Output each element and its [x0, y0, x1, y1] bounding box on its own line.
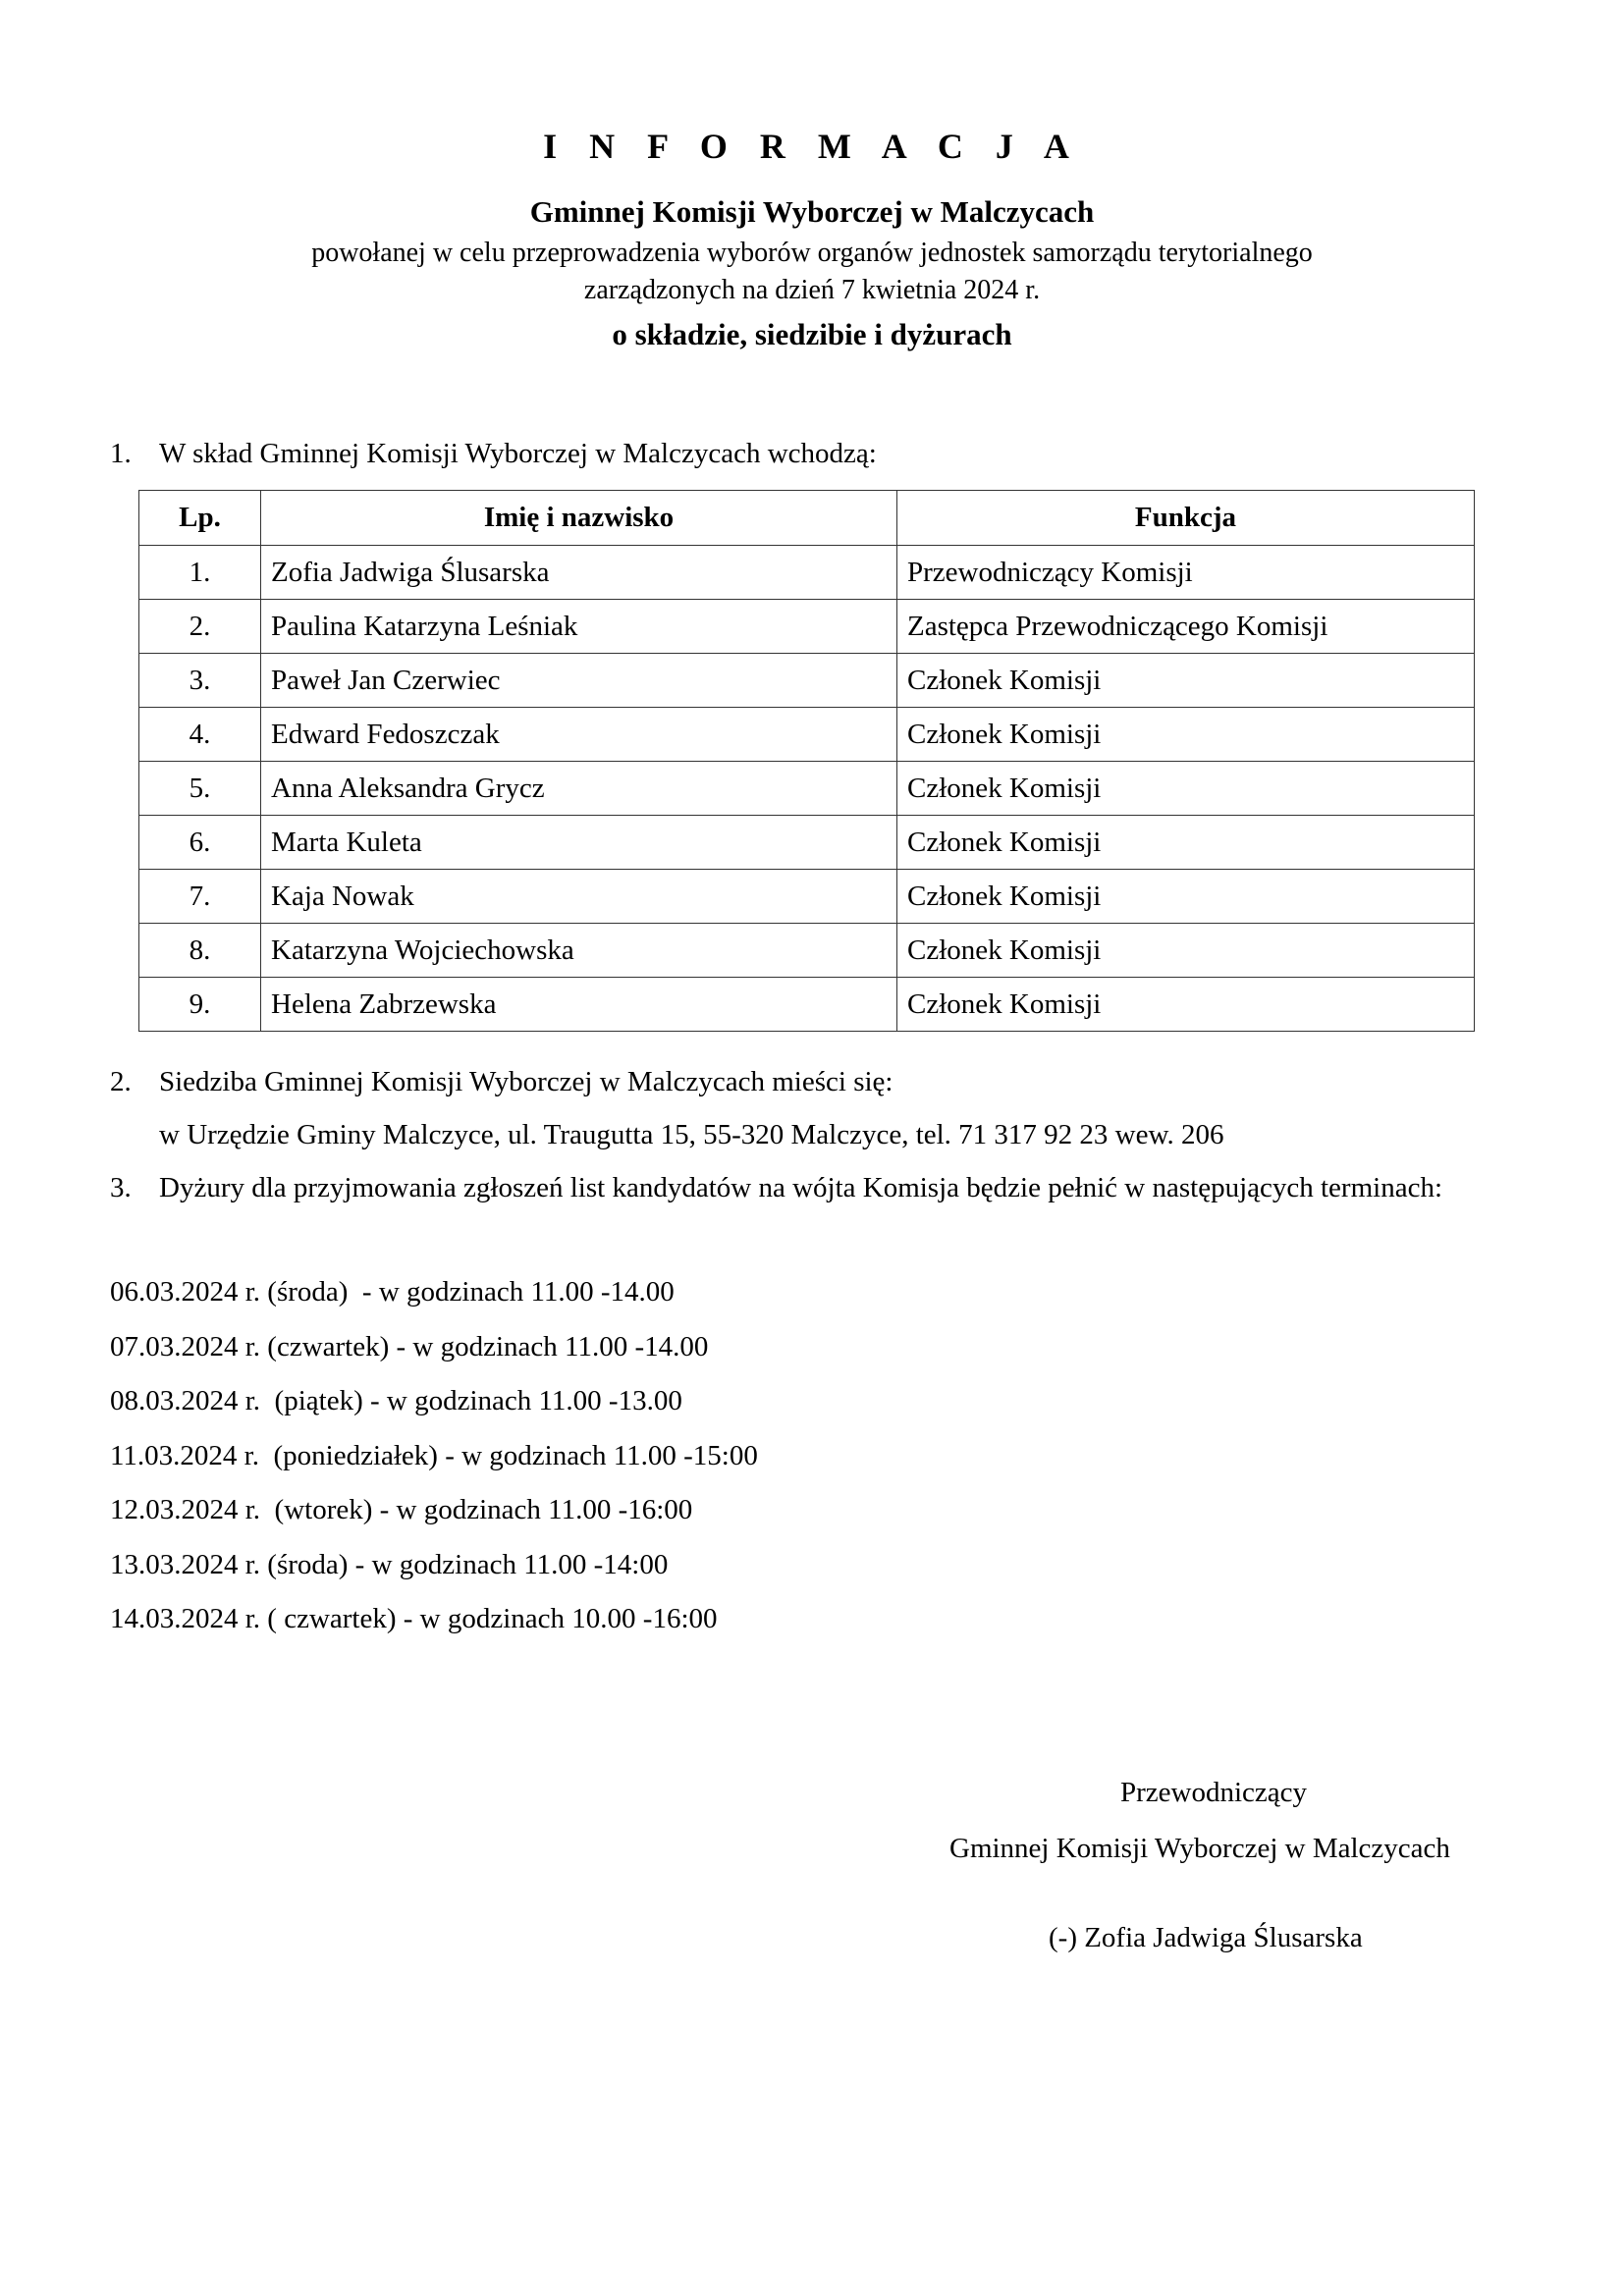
- cell-function: Członek Komisji: [897, 924, 1475, 978]
- cell-name: Helena Zabrzewska: [261, 978, 897, 1032]
- list-item: 08.03.2024 r. (piątek) - w godzinach 11.00 -13.00: [110, 1385, 682, 1416]
- cell-name: Kaja Nowak: [261, 870, 897, 924]
- cell-name: Zofia Jadwiga Ślusarska: [261, 546, 897, 600]
- cell-name: Anna Aleksandra Grycz: [261, 762, 897, 816]
- cell-lp: 7.: [139, 870, 261, 924]
- document-purpose-line: powołanej w celu przeprowadzenia wyborów organów jednostek samorządu terytorialnego: [311, 238, 1313, 268]
- cell-lp: 9.: [139, 978, 261, 1032]
- section-number: 1.: [110, 438, 132, 469]
- signature-name: (-) Zofia Jadwiga Ślusarska: [1049, 1922, 1363, 1953]
- members-table: [138, 490, 1475, 1032]
- table-row: [139, 816, 1475, 870]
- list-item: 14.03.2024 r. ( czwartek) - w godzinach 10.00 -16:00: [110, 1603, 718, 1634]
- cell-lp: 4.: [139, 708, 261, 762]
- cell-function: Zastępca Przewodniczącego Komisji: [897, 600, 1475, 654]
- table-row: [139, 546, 1475, 600]
- table-row: [139, 870, 1475, 924]
- cell-lp: 8.: [139, 924, 261, 978]
- document-topic-line: o składzie, siedzibie i dyżurach: [612, 317, 1012, 351]
- section-number: 3.: [110, 1172, 132, 1203]
- cell-name: Paweł Jan Czerwiec: [261, 654, 897, 708]
- cell-lp: 2.: [139, 600, 261, 654]
- list-item: 13.03.2024 r. (środa) - w godzinach 11.00 -14:00: [110, 1548, 669, 1580]
- list-item: 06.03.2024 r. (środa) - w godzinach 11.00 -14.00: [110, 1276, 675, 1308]
- cell-function: Członek Komisji: [897, 816, 1475, 870]
- list-item: 11.03.2024 r. (poniedziałek) - w godzinach 11.00 -15:00: [110, 1439, 758, 1471]
- cell-lp: 5.: [139, 762, 261, 816]
- cell-lp: 6.: [139, 816, 261, 870]
- duty-dates-list: [110, 1276, 758, 1658]
- cell-function: Członek Komisji: [897, 708, 1475, 762]
- cell-name: Edward Fedoszczak: [261, 708, 897, 762]
- cell-lp: 1.: [139, 546, 261, 600]
- cell-function: Członek Komisji: [897, 762, 1475, 816]
- document-title: I N F O R M A C J A: [543, 127, 1081, 166]
- table-row: [139, 924, 1475, 978]
- table-row: [139, 708, 1475, 762]
- section-number: 2.: [110, 1066, 132, 1097]
- cell-name: Marta Kuleta: [261, 816, 897, 870]
- document-subtitle: Gminnej Komisji Wyborczej w Malczycach: [529, 194, 1095, 229]
- signature-body: Gminnej Komisji Wyborczej w Malczycach: [949, 1833, 1450, 1864]
- table-row: [139, 654, 1475, 708]
- cell-function: Przewodniczący Komisji: [897, 546, 1475, 600]
- cell-function: Członek Komisji: [897, 654, 1475, 708]
- table-row: [139, 600, 1475, 654]
- list-item: 12.03.2024 r. (wtorek) - w godzinach 11.00 -16:00: [110, 1494, 693, 1525]
- document-date-line: zarządzonych na dzień 7 kwietnia 2024 r.: [583, 275, 1041, 305]
- signature-role: Przewodniczący: [1120, 1777, 1308, 1808]
- table-header-row: [139, 491, 1475, 546]
- cell-function: Członek Komisji: [897, 978, 1475, 1032]
- column-header-function: Funkcja: [897, 491, 1475, 546]
- list-item: 07.03.2024 r. (czwartek) - w godzinach 11.00 -14.00: [110, 1330, 709, 1362]
- cell-function: Członek Komisji: [897, 870, 1475, 924]
- table-row: [139, 762, 1475, 816]
- cell-lp: 3.: [139, 654, 261, 708]
- cell-name: Katarzyna Wojciechowska: [261, 924, 897, 978]
- table-row: [139, 978, 1475, 1032]
- seat-address: w Urzędzie Gminy Malczyce, ul. Traugutta 15, 55-320 Malczyce, tel. 71 317 92 23 wew. 206: [159, 1119, 1224, 1150]
- cell-name: Paulina Katarzyna Leśniak: [261, 600, 897, 654]
- section-text: W skład Gminnej Komisji Wyborczej w Malczycach wchodzą:: [159, 438, 877, 469]
- section-text: Siedziba Gminnej Komisji Wyborczej w Malczycach mieści się:: [159, 1066, 893, 1097]
- column-header-lp: Lp.: [139, 491, 261, 546]
- section-text: Dyżury dla przyjmowania zgłoszeń list kandydatów na wójta Komisja będzie pełnić w następujących terminach:: [159, 1172, 1442, 1203]
- column-header-name: Imię i nazwisko: [261, 491, 897, 546]
